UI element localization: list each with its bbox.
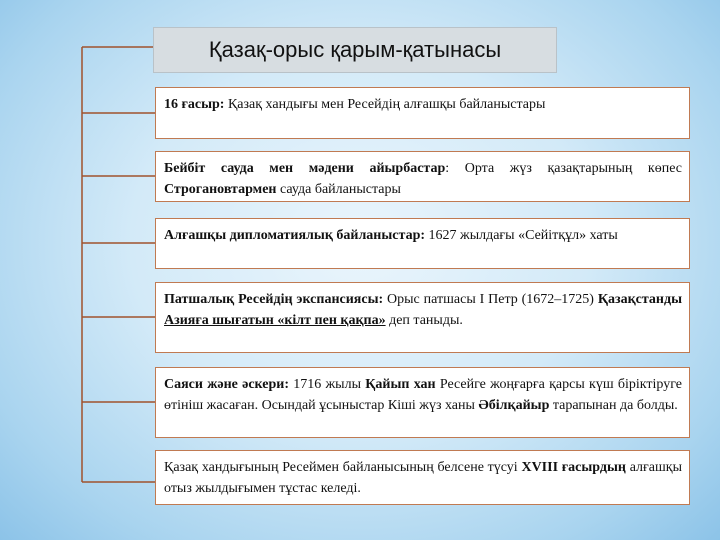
- box-text-segment: Саяси және әскери:: [164, 377, 289, 392]
- box-text-segment: Бейбіт сауда мен мәдени айырбастар: [164, 161, 446, 176]
- box-text-segment: Қазақ хандығының Ресеймен байланысының белсене түсуі: [164, 460, 522, 475]
- diagram-title: Қазақ-орыс қарым-қатынасы: [153, 27, 557, 73]
- topic-box-16th-century: [155, 87, 690, 139]
- box-text-segment: XVIII ғасырдың: [521, 460, 626, 475]
- box-text-segment: тарапынан да болды.: [549, 398, 678, 413]
- box-text-segment: Патшалық Ресейдің экспансиясы:: [164, 292, 384, 307]
- box-text-segment: 16 ғасыр:: [164, 97, 225, 112]
- box-text-segment: деп таныды.: [385, 313, 463, 328]
- box-text-segment: Қайып хан: [365, 377, 436, 392]
- box-text-segment: Азияға шығатын «кілт пен қақпа»: [164, 313, 386, 328]
- box-text-segment: Қазақстанды: [597, 292, 682, 307]
- box-text-segment: Әбілқайыр: [478, 398, 550, 413]
- box-text-segment: алғашқы отыз жылдығымен тұстас келеді.: [164, 460, 682, 496]
- topic-box-russian-expansion: [155, 282, 690, 353]
- box-text-segment: Строгановтармен: [164, 182, 277, 197]
- box-text-segment: 1627 жылдағы «Сейітқұл» хаты: [425, 228, 618, 243]
- box-text-segment: Орыс патшасы І Петр (1672–1725): [383, 292, 598, 307]
- topic-box-first-diplomacy: [155, 218, 690, 269]
- box-text-segment: Алғашқы дипломатиялық байланыстар:: [164, 228, 426, 243]
- box-text-segment: : Орта жүз қазақтарының көпес: [445, 161, 682, 176]
- topic-box-trade-exchange: [155, 151, 690, 202]
- box-text-segment: сауда байланыстары: [276, 182, 401, 197]
- topic-box-18th-century: [155, 450, 690, 505]
- box-text-segment: 1716 жылы: [289, 377, 366, 392]
- topic-box-political-military: [155, 367, 690, 438]
- box-text-segment: Қазақ хандығы мен Ресейдің алғашқы байланыстары: [224, 97, 546, 112]
- box-text-segment: Ресейге жоңғарға қарсы күш біріктіруге өтініш жасаған. Осындай ұсыныстар Кіші жүз ханы: [164, 377, 682, 413]
